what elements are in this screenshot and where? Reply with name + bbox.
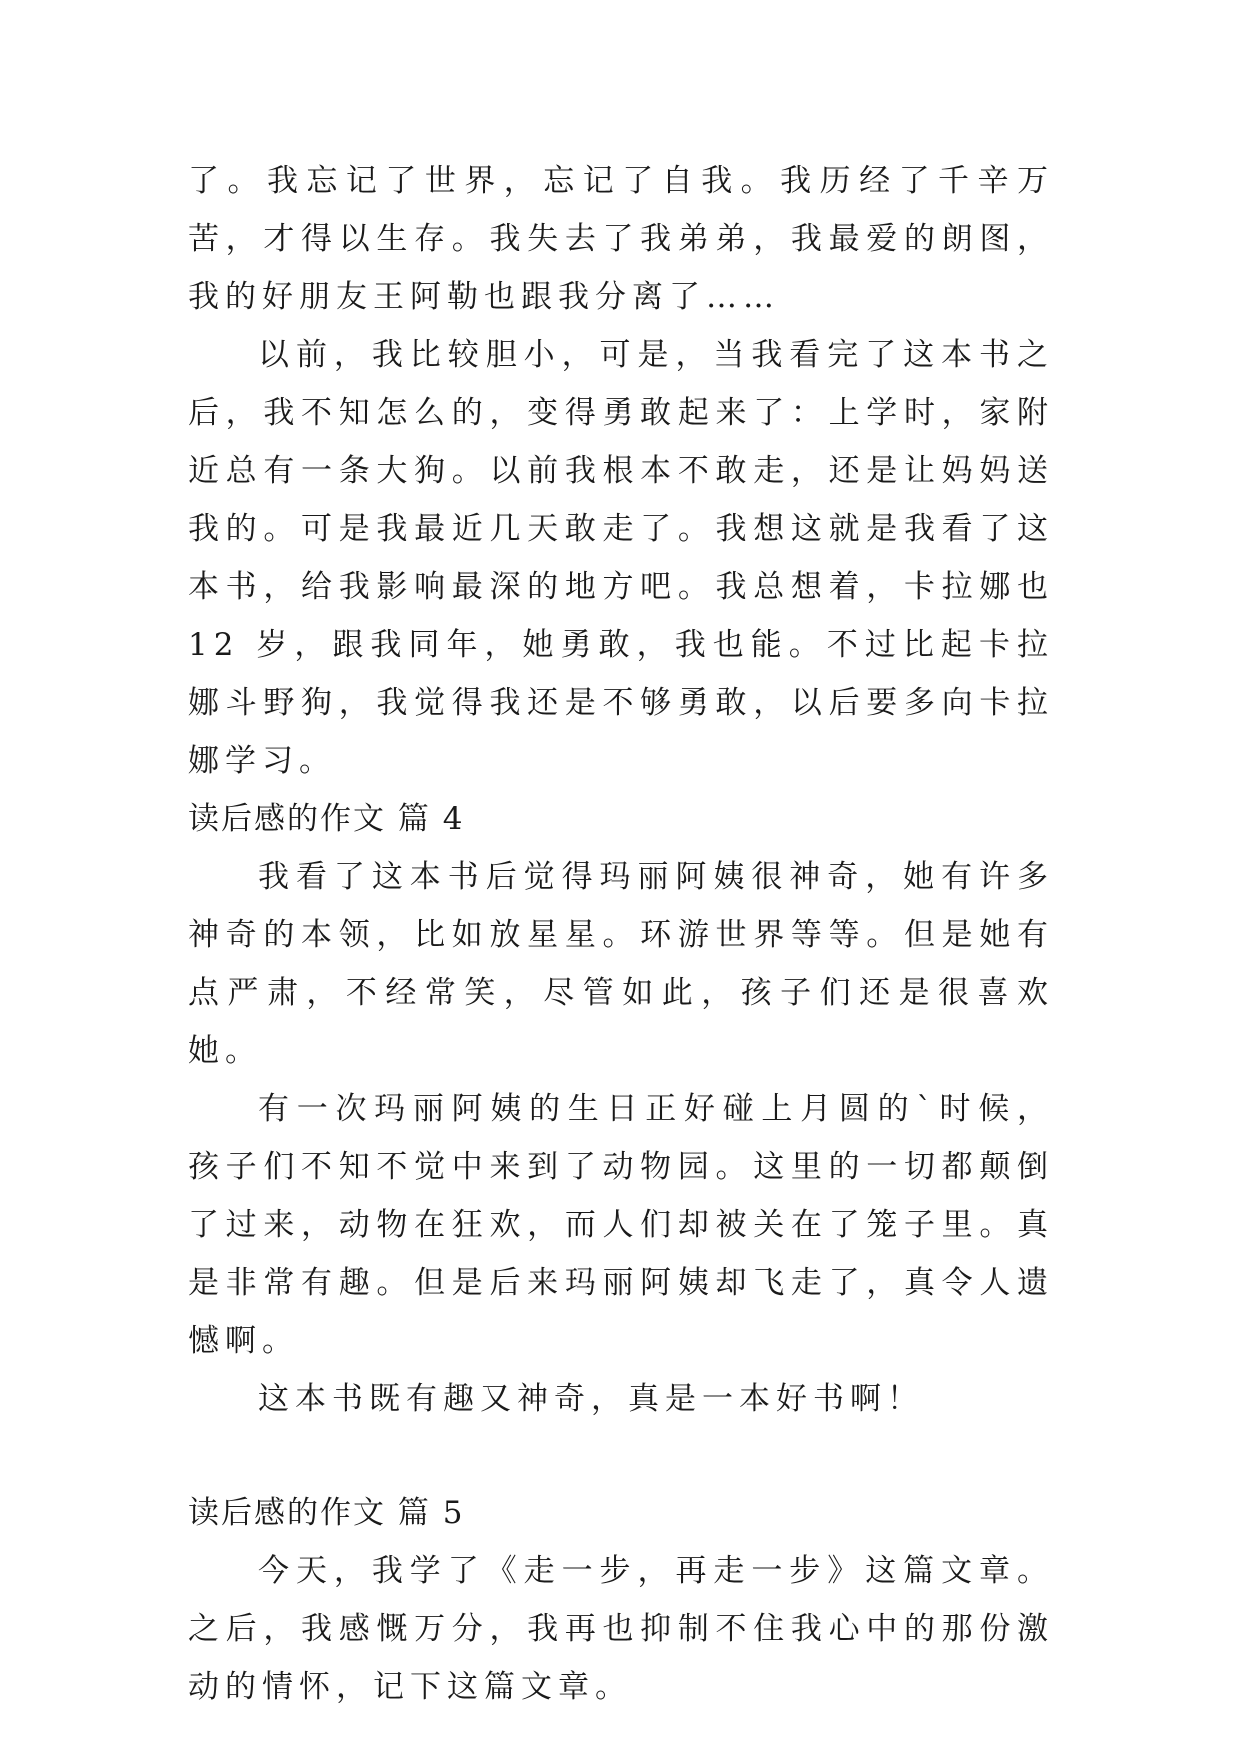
paragraph: 有一次玛丽阿姨的生日正好碰上月圆的`时候，孩子们不知不觉中来到了动物园。这里的一切都颠倒了过来，动物在狂欢，而人们却被关在了笼子里。真是非常有趣。但是后来玛丽阿姨却飞走了，真令人遗憾啊。	[188, 1091, 1054, 1359]
paragraph: 以前，我比较胆小，可是，当我看完了这本书之后，我不知怎么的，变得勇敢起来了：上学时，家附近总有一条大狗。以前我根本不敢走，还是让妈妈送我的。可是我最近几天敢走了。我想这就是我看了这本书，给我影响最深的地方吧。我总想着，卡拉娜也 12 岁，跟我同年，她勇敢，我也能。不过比起卡拉娜斗野狗，我觉得我还是不够勇敢，以后要多向卡拉娜学习。	[188, 337, 1054, 779]
paragraph: 这本书既有趣又神奇，真是一本好书啊！	[258, 1381, 924, 1417]
spacer	[188, 1428, 1054, 1484]
section-heading: 读后感的作文 篇 5	[188, 1495, 465, 1531]
paragraph: 了。我忘记了世界，忘记了自我。我历经了千辛万苦，才得以生存。我失去了我弟弟，我最爱的朗图，我的好朋友王阿勒也跟我分离了……	[188, 163, 1054, 315]
paragraph: 我看了这本书后觉得玛丽阿姨很神奇，她有许多神奇的本领，比如放星星。环游世界等等。但是她有点严肃，不经常笑，尽管如此，孩子们还是很喜欢她。	[188, 859, 1054, 1069]
paragraph: 今天，我学了《走一步，再走一步》这篇文章。之后，我感慨万分，我再也抑制不住我心中的那份激动的情怀，记下这篇文章。	[188, 1553, 1054, 1705]
section-heading: 读后感的作文 篇 4	[188, 801, 465, 837]
document-page	[188, 152, 1054, 1716]
